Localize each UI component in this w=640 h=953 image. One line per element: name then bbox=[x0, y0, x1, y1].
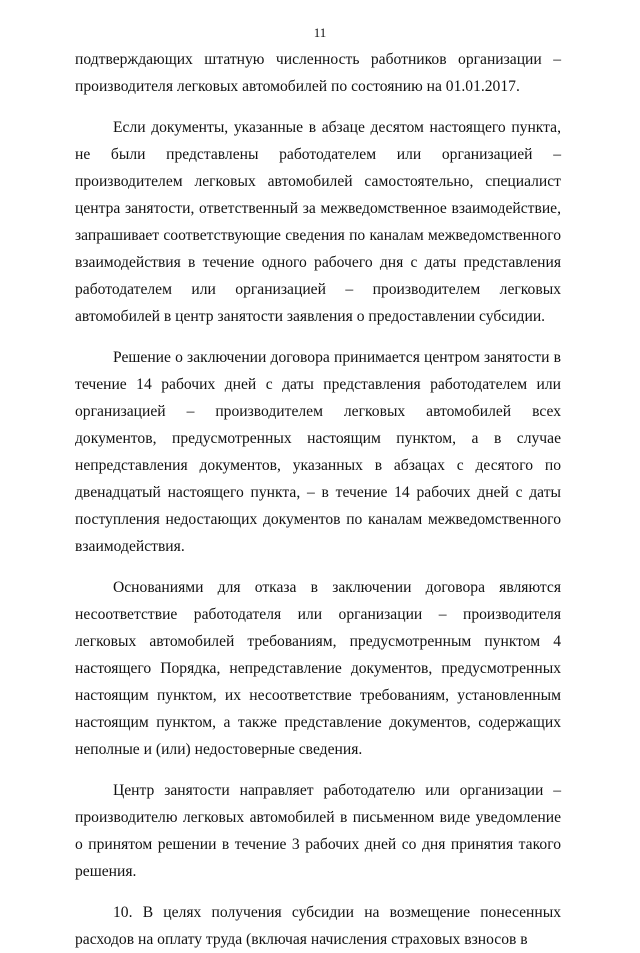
document-body bbox=[75, 46, 561, 953]
paragraph-contract-decision: Решение о заключении договора принимается центром занятости в течение 14 рабочих дней с даты представления работодателем или организацией – производителем легковых автомобилей всех документов, предусмотренных настоящим пунктом, а в случае непредставления документов, указанных в абзацах с десятого по двенадцатый настоящего пункта, – в течение 14 рабочих дней с даты поступления недостающих документов по каналам межведомственного взаимодействия. bbox=[75, 349, 561, 555]
page-number: 11 bbox=[313, 25, 327, 40]
paragraph-refusal-grounds: Основаниями для отказа в заключении договора являются несоответствие работодателя или организации – производителя легковых автомобилей требованиям, предусмотренным пунктом 4 настоящего Порядка, непредставление документов, предусмотренных настоящим пунктом, их несоответствие требованиям, установленным настоящим пунктом, а также представление документов, содержащих неполные и (или) недостоверные сведения. bbox=[75, 579, 561, 758]
paragraph-continuation: подтверждающих штатную численность работников организации – производителя легковых автомобилей по состоянию на 01.01.2017. bbox=[75, 51, 561, 95]
paragraph-item-10: 10. В целях получения субсидии на возмещение понесенных расходов на оплату труда (включая начисления страховых взносов в bbox=[75, 904, 561, 948]
paragraph-documents-request: Если документы, указанные в абзаце десятом настоящего пункта, не были представлены работодателем или организацией – производителем легковых автомобилей самостоятельно, специалист центра занятости, ответственный за межведомственное взаимодействие, запрашивает соответствующие сведения по каналам межведомственного взаимодействия в течение одного рабочего дня с даты представления работодателем или организацией – производителем легковых автомобилей в центр занятости заявления о предоставлении субсидии. bbox=[75, 119, 561, 325]
paragraph-notification: Центр занятости направляет работодателю или организации – производителю легковых автомобилей в письменном виде уведомление о принятом решении в течение 3 рабочих дней со дня принятия такого решения. bbox=[75, 782, 561, 880]
